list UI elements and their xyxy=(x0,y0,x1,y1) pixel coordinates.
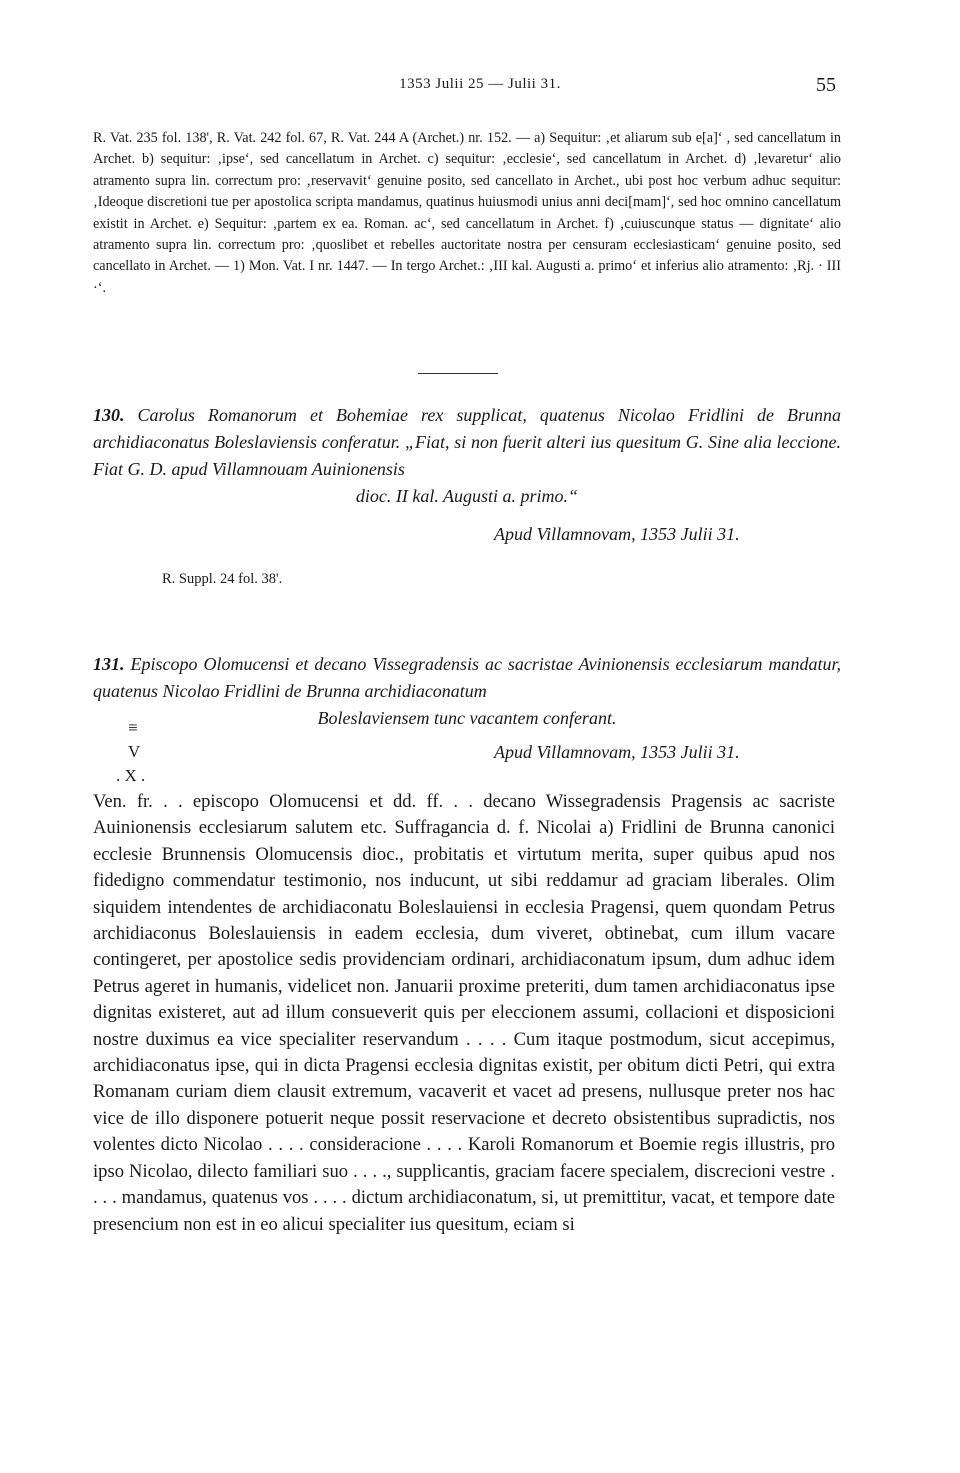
entry-131-body-text: Ven. fr. . . episcopo Olomucensi et dd. ff. . . decano Wissegradensis Pragensis ac sacriste Auinionensis ecclesiarum salutem etc. Suffragancia d. f. Nicolai a) Fridlini de Brunna canonici ecclesie Brunnensis Olomucensis dioc., probitatis et virtutum merita, super quibus apud nos fidedigno commendatur testimonio, nos inducunt, ut sibi reddamur ad graciam liberales. Olim siquidem intendentes de archidiaconatu Boleslauiensi in ecclesia Pragensi, quem quondam Petrus archidiaconus Boleslauiensis in eadem ecclesia, dum viveret, obtinebat, cum illum vacare contingeret, per apostolice sedis providenciam ordinari, archidiaconatum ipsum, dum adhuc idem Petrus ageret in humanis, videlicet non. Januarii proxime preteriti, dum tamen archidiaconatus ipse dignitas existeret, aut ad illum consueverit quis per eleccionem assumi, collacioni et disposicioni nostre duximus ea vice specialiter reservandum . . . . Cum itaque postmodum, sicut accepimus, archidiaconatus ipse, qui in dicta Pragensi ecclesia dignitas existit, per obitum dicti Petri, qui extra Romanam curiam diem clausit extremum, vacaverit et vacet ad presens, nullusque preter nos hac vice de illo disponere potuerit neque possit reservacione et decreto obsistentibus supradictis, nos volentes dicto Nicolao . . . . consideracione . . . . Karoli Romanorum et Boemie regis illustris, pro ipso Nicolao, dilecto familiari suo . . . ., supplicantis, graciam facere specialem, discrecioni vestre . . . . mandamus, quatenus vos . . . . dictum archidiaconatum, si, ut premittitur, vacat, et tempore date presencium non est in eo alicui specialiter ius quesitum, eciam si xyxy=(93,791,835,1235)
entry-130-source: R. Suppl. 24 fol. 38'. xyxy=(162,571,283,587)
entry-130-summary-last: dioc. II kal. Augusti a. primo.“ xyxy=(355,486,579,506)
entry-131-body xyxy=(93,789,835,1238)
margin-mark-line-1: ≡ xyxy=(128,718,138,737)
apparatus-text: R. Vat. 235 fol. 138', R. Vat. 242 fol. 67, R. Vat. 244 A (Archet.) nr. 152. — a) Sequitur: ‚et aliarum sub e[a]‘ , sed cancellatum in Archet. b) sequitur: ‚ipse‘, sed cancellatum in Archet. c) sequitur: ‚ecclesie‘, sed cancellatum in Archet. d) ‚levaretur‘ alio atramento supra lin. correctum pro: ‚reservavit‘ genuine posito, sed cancellato in Archet., ubi post hoc verbum adhuc sequitur: ‚Ideoque discretioni tue per apostolica scripta mandamus, quatinus huiusmodi unius anni deci[mam]‘, sed hoc omnino cancellatum existit in Archet. e) Sequitur: ‚partem ex ea. Roman. ac‘, sed cancellatum in Archet. f) ‚cuiuscunque status — dignitate‘ alio atramento supra lin. correctum pro: ‚quoslibet et rebelles auctoritate nostra per censuram ecclesiasticam‘ genuine posito, sed cancellato in Archet. — 1) Mon. Vat. I nr. 1447. — In tergo Archet.: ‚III kal. Augusti a. primo‘ et inferius alio atramento: ‚Rj. · III ·‘. xyxy=(93,130,841,296)
margin-mark xyxy=(116,716,168,788)
critical-apparatus xyxy=(93,128,841,299)
entry-131-number: 131. xyxy=(93,654,125,674)
section-divider xyxy=(418,373,498,374)
margin-mark-line-3: . X . xyxy=(116,766,146,785)
entry-130-summary xyxy=(93,402,841,510)
entry-131-summary-last: Boleslaviensem tunc vacantem conferant. xyxy=(317,708,617,728)
entry-131-place-date: Apud Villamnovam, 1353 Julii 31. xyxy=(494,742,740,762)
running-head-title: 1353 Julii 25 — Julii 31. xyxy=(399,76,561,92)
running-head xyxy=(0,72,960,102)
page-number: 55 xyxy=(816,74,836,96)
entry-130-summary-text: Carolus Romanorum et Bohemiae rex supplicat, quatenus Nicolao Fridlini de Brunna archidiaconatus Boleslaviensis conferatur. „Fiat, si non fuerit alteri ius quesitum G. Sine alia leccione. Fiat G. D. apud Villamnouam Auinionensis xyxy=(93,405,842,479)
margin-mark-line-2: V xyxy=(128,742,141,761)
entry-130-place-date: Apud Villamnovam, 1353 Julii 31. xyxy=(494,524,740,544)
entry-130-number: 130. xyxy=(93,405,125,425)
entry-131-summary-text: Episcopo Olomucensi et decano Vissegradensis ac sacristae Avinionensis ecclesiarum mandatur, quatenus Nicolao Fridlini de Brunna archidiaconatum xyxy=(93,654,841,701)
entry-131-summary xyxy=(93,651,841,732)
